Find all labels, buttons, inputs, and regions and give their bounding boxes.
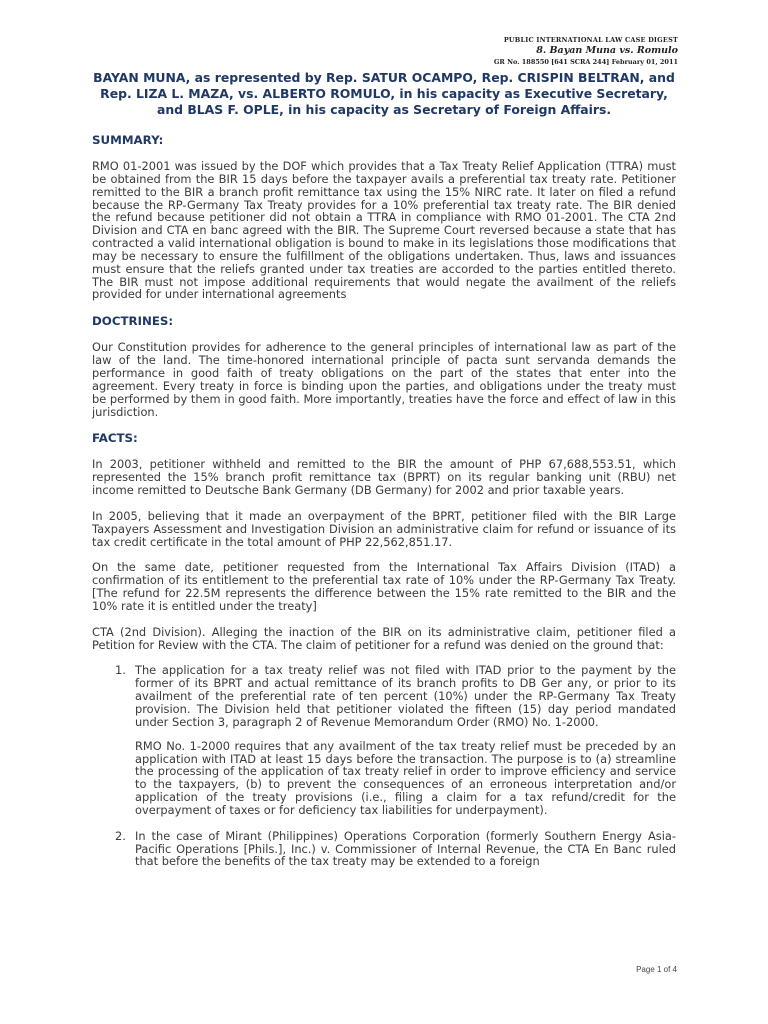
facts-paragraph: In 2003, petitioner withheld and remitted to the BIR the amount of PHP 67,688,553.51, which represented the 15% branch profit remittance tax (BPRT) on its regular banking unit (RBU) net income remitted to Deutsche Bank Germany (DB Germany) for 2002 and prior taxable years. bbox=[92, 457, 676, 498]
facts-heading: FACTS: bbox=[92, 431, 138, 446]
case-title: BAYAN MUNA, as represented by Rep. SATUR OCAMPO, Rep. CRISPIN BELTRAN, and Rep. LIZA L. MAZA, vs. ALBERTO ROMULO, in his capacity as Executive Secretary, and BLAS F. OPLE, in his capacity as Secretary of Foreign Affairs. bbox=[93, 70, 675, 117]
doctrines-text: Our Constitution provides for adherence to the general principles of international law as part of the law of the land. The time-honored international principle of pacta sunt servanda demands the performance in good faith of treaty obligations on the part of the states that enter into the agreement. Every treaty in force is binding upon the parties, and obligations under the treaty must be performed by them in good faith. More importantly, treaties have the force and effect of law in this jurisdiction. bbox=[92, 340, 676, 419]
header-course: PUBLIC INTERNATIONAL LAW CASE DIGEST bbox=[503, 36, 678, 44]
summary-text: RMO 01-2001 was issued by the DOF which provides that a Tax Treaty Relief Application (TTRA) must be obtained from the BIR 15 days before the taxpayer avails a preferential tax treaty rate. Petitioner remitted to the BIR a branch profit remittance tax using the 15% NIRC rate. It later on filed a refund because the RP-Germany Tax Treaty provides for a 10% preferential tax treaty rate. The BIR denied the refund because petitioner did not obtain a TTRA in compliance with RMO 01-2001. The CTA 2nd Division and CTA en banc agreed with the BIR. The Supreme Court reversed because a state that has contracted a valid international obligation is bound to make in its legislations those modifications that may be necessary to ensure the fulfillment of the obligations undertaken. Thus, laws and issuances must ensure that the reliefs granted under tax treaties are accorded to the parties entitled thereto. The BIR must not impose additional requirements that would negate the availment of the reliefs provided for under international agreements bbox=[92, 159, 676, 302]
list-item-paragraph: The application for a tax treaty relief was not filed with ITAD prior to the payment by the former of its BPRT and actual remittance of its branch profits to DB Ger any, or prior to its availment of the preferential rate of ten percent (10%) under the RP-Germany Tax Treaty provision. The Division held that petitioner violated the fifteen (15) day period mandated under Section 3, paragraph 2 of Revenue Memorandum Order (RMO) No. 1-2000. bbox=[135, 663, 676, 729]
header-citation: GR No. 188550 [641 SCRA 244] February 01, 2011 bbox=[493, 58, 678, 66]
header-case-title: 8. Bayan Muna vs. Romulo bbox=[536, 45, 678, 56]
summary-heading: SUMMARY: bbox=[92, 133, 164, 147]
list-item bbox=[92, 830, 676, 869]
list-item-paragraph: RMO No. 1-2000 requires that any availment of the tax treaty relief must be preceded by an application with ITAD at least 15 days before the transaction. The purpose is to (a) streamline the processing of the application of tax treaty relief in order to improve efficiency and service to the taxpayers, (b) to prevent the consequences of an erroneous interpretation and/or application of the treaty provisions (i.e., filing a claim for a tax refund/credit for the overpayment of taxes or for deficiency tax liabilities for underpayment). bbox=[135, 738, 676, 817]
ground-list bbox=[92, 664, 676, 868]
facts-paragraph: In 2005, believing that it made an overpayment of the BPRT, petitioner filed with the BIR Large Taxpayers Assessment and Investigation Division an administrative claim for refund or issuance of its tax credit certificate in the total amount of PHP 22,562,851.17. bbox=[92, 508, 676, 549]
list-item bbox=[92, 664, 676, 816]
document-body bbox=[92, 70, 676, 881]
facts-paragraph: On the same date, petitioner requested from the International Tax Affairs Division (ITAD) a confirmation of its entitlement to the preferential tax rate of 10% under the RP-Germany Tax Treaty. [The refund for 22.5M represents the difference between the 15% rate remitted to the BIR and the 10% rate it is entitled under the treaty] bbox=[92, 560, 676, 613]
page-header bbox=[494, 36, 678, 67]
facts-paragraph: CTA (2nd Division). Alleging the inaction of the BIR on its administrative claim, petitioner filed a Petition for Review with the CTA. The claim of petitioner for a refund was denied on the ground that: bbox=[92, 624, 676, 652]
list-item-paragraph: In the case of Mirant (Philippines) Operations Corporation (formerly Southern Energy Asia-Pacific Operations [Phils.], Inc.) v. Commissioner of Internal Revenue, the CTA En Banc ruled that before the benefits of the tax treaty may be extended to a foreign bbox=[135, 828, 676, 869]
list-item-number: 1. bbox=[115, 663, 126, 678]
list-item-number: 2. bbox=[115, 828, 126, 843]
doctrines-heading: DOCTRINES: bbox=[92, 314, 174, 329]
page-number: Page 1 of 4 bbox=[636, 965, 677, 974]
